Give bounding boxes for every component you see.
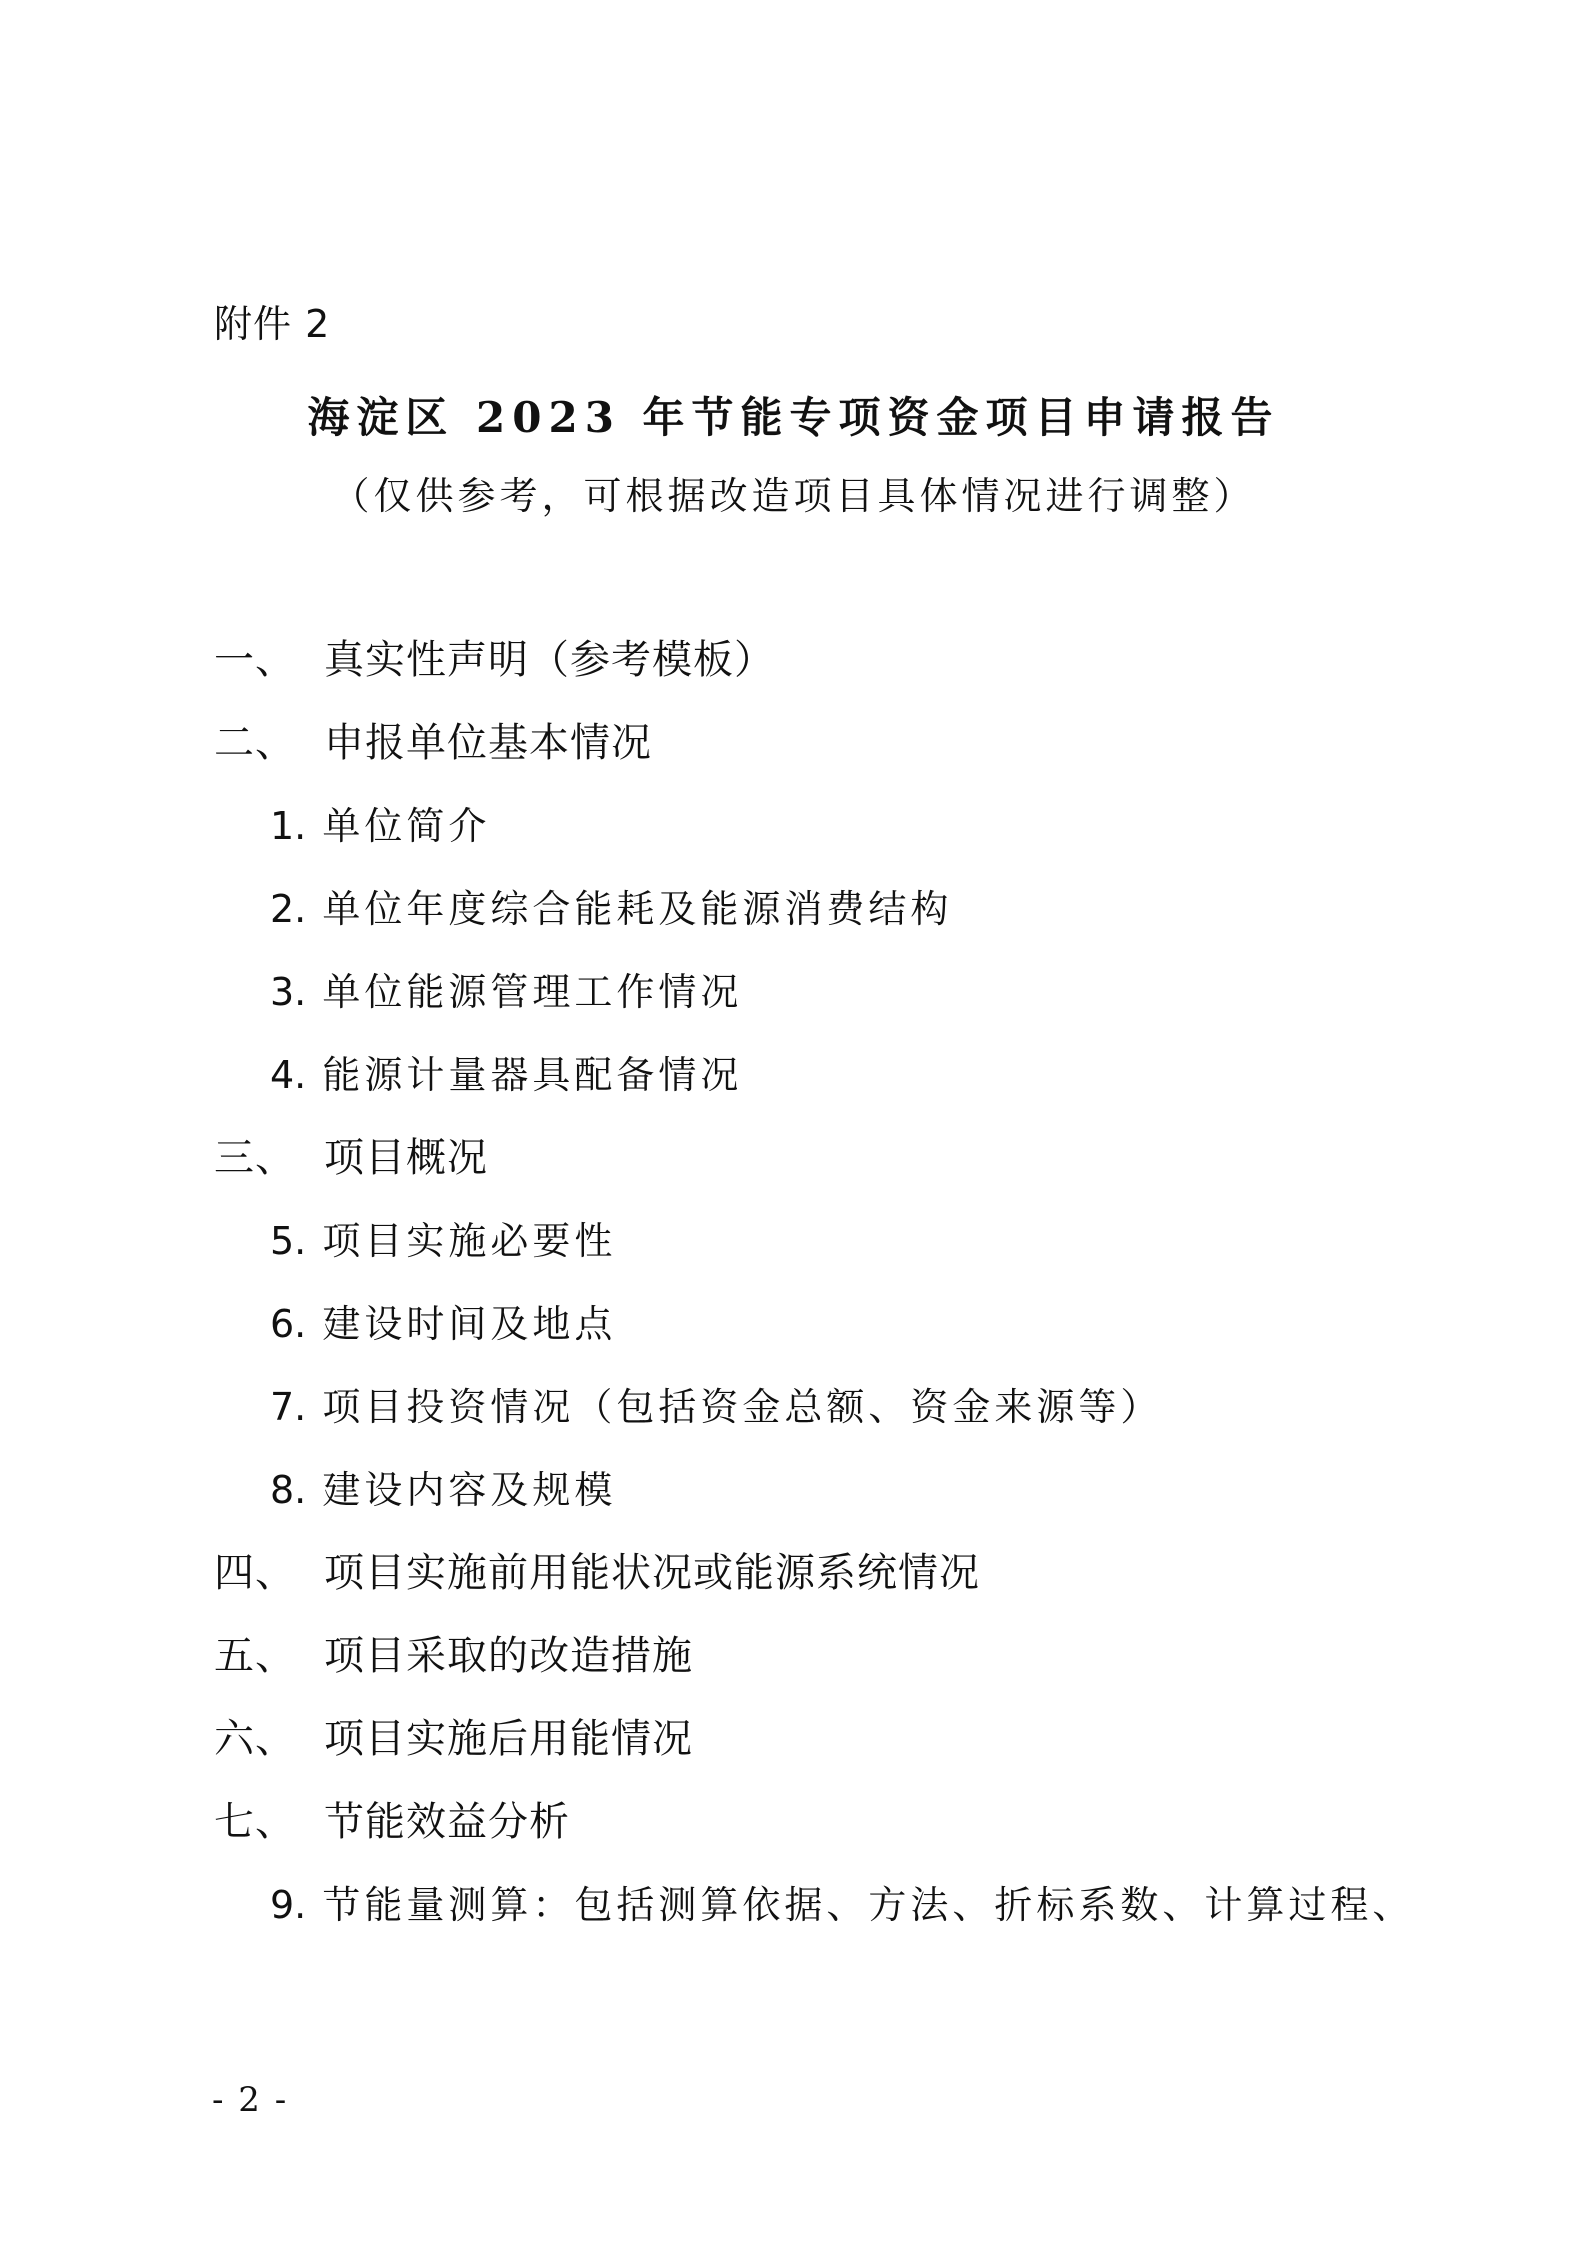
document-subtitle: （仅供参考，可根据改造项目具体情况进行调整）	[331, 474, 1256, 518]
outline-text: 能源计量器具配备情况	[322, 1053, 743, 1097]
outline-number: 五、	[214, 1633, 296, 1679]
outline-text: 项目实施必要性	[322, 1219, 617, 1263]
outline-item	[214, 1875, 1434, 1958]
outline-number: 9.	[270, 1883, 307, 1927]
outline-section	[214, 1128, 1434, 1211]
outline-item	[214, 1294, 1434, 1377]
outline-number: 二、	[214, 720, 296, 766]
outline-text: 申报单位基本情况	[324, 720, 652, 766]
outline-section	[214, 1792, 1434, 1875]
outline-item	[214, 1211, 1434, 1294]
outline-list	[214, 630, 1434, 1958]
outline-item	[214, 879, 1434, 962]
page-number: - 2 -	[212, 2080, 289, 2120]
outline-text: 建设时间及地点	[322, 1302, 617, 1346]
outline-number: 2.	[270, 887, 307, 931]
outline-number: 6.	[270, 1302, 307, 1346]
outline-text: 单位年度综合能耗及能源消费结构	[322, 887, 953, 931]
outline-item	[214, 962, 1434, 1045]
outline-text: 节能量测算：包括测算依据、方法、折标系数、计算过程、	[322, 1883, 1415, 1927]
outline-number: 7.	[270, 1385, 307, 1429]
outline-item	[214, 796, 1434, 879]
outline-text: 项目概况	[324, 1135, 488, 1181]
outline-number: 1.	[270, 804, 307, 848]
outline-text: 建设内容及规模	[322, 1468, 617, 1512]
outline-text: 节能效益分析	[324, 1799, 570, 1845]
document-title: 海淀区 2023 年节能专项资金项目申请报告	[307, 393, 1280, 442]
outline-section	[214, 1709, 1434, 1792]
outline-number: 七、	[214, 1799, 296, 1845]
outline-section	[214, 1543, 1434, 1626]
outline-text: 真实性声明（参考模板）	[324, 637, 775, 683]
outline-section	[214, 713, 1434, 796]
outline-number: 四、	[214, 1550, 296, 1596]
outline-section	[214, 630, 1434, 713]
outline-number: 3.	[270, 970, 307, 1014]
outline-section	[214, 1626, 1434, 1709]
outline-text: 单位能源管理工作情况	[322, 970, 743, 1014]
outline-text: 单位简介	[322, 804, 491, 848]
outline-number: 8.	[270, 1468, 307, 1512]
outline-number: 六、	[214, 1716, 296, 1762]
outline-number: 4.	[270, 1053, 307, 1097]
outline-item	[214, 1460, 1434, 1543]
outline-text: 项目采取的改造措施	[324, 1633, 693, 1679]
outline-text: 项目实施前用能状况或能源系统情况	[324, 1550, 980, 1596]
outline-text: 项目实施后用能情况	[324, 1716, 693, 1762]
outline-number: 一、	[214, 637, 296, 683]
outline-number: 5.	[270, 1219, 307, 1263]
outline-item	[214, 1045, 1434, 1128]
outline-item	[214, 1377, 1434, 1460]
outline-number: 三、	[214, 1135, 296, 1181]
attachment-label: 附件 2	[214, 302, 331, 346]
outline-text: 项目投资情况（包括资金总额、资金来源等）	[322, 1385, 1163, 1429]
